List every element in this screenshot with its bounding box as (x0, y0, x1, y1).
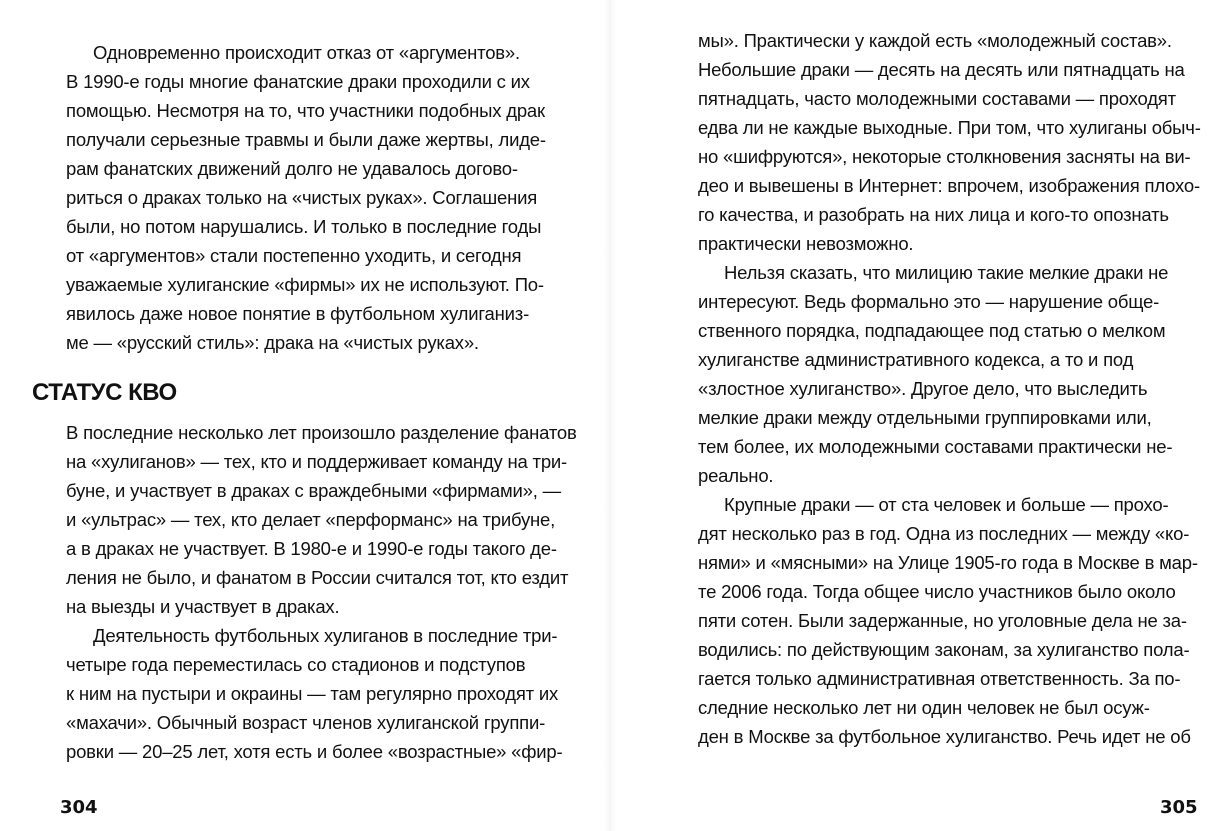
page-number-right: 305 (1160, 797, 1198, 818)
text-line: явилось даже новое понятие в футбольном хулиганиз- (66, 303, 530, 324)
right-text (698, 26, 1201, 751)
text-line: практически невозможно. (698, 233, 914, 254)
text-line: тем более, их молодежными составами практически не- (698, 436, 1173, 457)
text-line: пяти сотен. Были задержанные, но уголовные дела не за- (698, 610, 1187, 631)
text-line: на выезды и участвует в драках. (66, 596, 340, 617)
text-line: четыре года переместилась со стадионов и подступов (66, 654, 526, 675)
text-line: В последние несколько лет произошло разделение фанатов (66, 422, 577, 443)
text-line: ровки — 20–25 лет, хотя есть и более «возрастные» «фир- (66, 741, 563, 762)
text-line: В 1990-е годы многие фанатские драки проходили с их (66, 71, 530, 92)
text-line: получали серьезные травмы и были даже жертвы, лиде- (66, 129, 546, 150)
text-line: интересуют. Ведь формально это — нарушение обще- (698, 291, 1160, 312)
left-paragraph-1 (66, 38, 544, 357)
text-line: реально. (698, 465, 774, 486)
text-line: следние несколько лет ни один человек не был осуж- (698, 697, 1150, 718)
text-line: «злостное хулиганство». Другое дело, что выследить (698, 378, 1148, 399)
section-heading: СТАТУС КВО (32, 379, 177, 406)
text-line: Деятельность футбольных хулиганов в последние три- (93, 625, 558, 646)
text-line: Нельзя сказать, что милицию такие мелкие драки не (724, 262, 1169, 283)
text-line: мы». Практически у каждой есть «молодежный состав». (698, 30, 1172, 51)
text-line: были, но потом нарушались. И только в последние годы (66, 216, 542, 237)
text-line: мелкие драки между отдельными группировками или, (698, 407, 1152, 428)
text-line: помощью. Несмотря на то, что участники подобных драк (66, 100, 545, 121)
text-line: пятнадцать, часто молодежными составами — проходят (698, 88, 1176, 109)
text-line: на «хулиганов» — тех, кто и поддерживает команду на три- (66, 451, 568, 472)
text-line: ственного порядка, подпадающее под статью о мелком (698, 320, 1166, 341)
text-line: риться о драках только на «чистых руках». Соглашения (66, 187, 538, 208)
text-line: део и вывешены в Интернет: впрочем, изображения плохо- (698, 175, 1200, 196)
text-line: Одновременно происходит отказ от «аргументов». (93, 42, 520, 63)
text-line: водились: по действующим законам, за хулиганство пола- (698, 639, 1190, 660)
text-line: дят несколько раз в год. Одна из последних — между «ко- (698, 523, 1190, 544)
text-line: го качества, и разобрать на них лица и кого-то опознать (698, 204, 1169, 225)
text-line: буне, и участвует в драках с враждебными «фирмами», — (66, 480, 561, 501)
text-line: «махачи». Обычный возраст членов хулиганской группи- (66, 712, 546, 733)
text-line: Небольшие драки — десять на десять или пятнадцать на (698, 59, 1185, 80)
text-line: к ним на пустыри и окраины — там регулярно проходят их (66, 683, 559, 704)
right-page (610, 0, 1220, 831)
text-line: нями» и «мясными» на Улице 1905-го года в Москве в мар- (698, 552, 1198, 573)
text-line: от «аргументов» стали постепенно уходить, и сегодня (66, 245, 522, 266)
text-line: те 2006 года. Тогда общее число участников было около (698, 581, 1176, 602)
text-line: гается только административная ответственность. За по- (698, 668, 1181, 689)
text-line: но «шифруются», некоторые столкновения засняты на ви- (698, 146, 1191, 167)
text-line: едва ли не каждые выходные. При том, что хулиганы обыч- (698, 117, 1201, 138)
text-line: ден в Москве за футбольное хулиганство. Речь идет не об (698, 726, 1191, 747)
text-line: ме — «русский стиль»: драка на «чистых руках». (66, 332, 479, 353)
text-line: Крупные драки — от ста человек и больше — прохо- (724, 494, 1169, 515)
text-line: ления не было, и фанатом в России считался тот, кто ездит (66, 567, 569, 588)
left-paragraph-2 (66, 418, 577, 766)
text-line: рам фанатских движений долго не удавалось догово- (66, 158, 518, 179)
text-line: уважаемые хулиганские «фирмы» их не используют. По- (66, 274, 544, 295)
text-line: хулиганстве административного кодекса, а то и под (698, 349, 1134, 370)
text-line: а в драках не участвует. В 1980-е и 1990-е годы такого де- (66, 538, 557, 559)
page-number-left: 304 (60, 797, 98, 818)
text-line: и «ультрас» — тех, кто делает «перформанс» на трибуне, (66, 509, 556, 530)
